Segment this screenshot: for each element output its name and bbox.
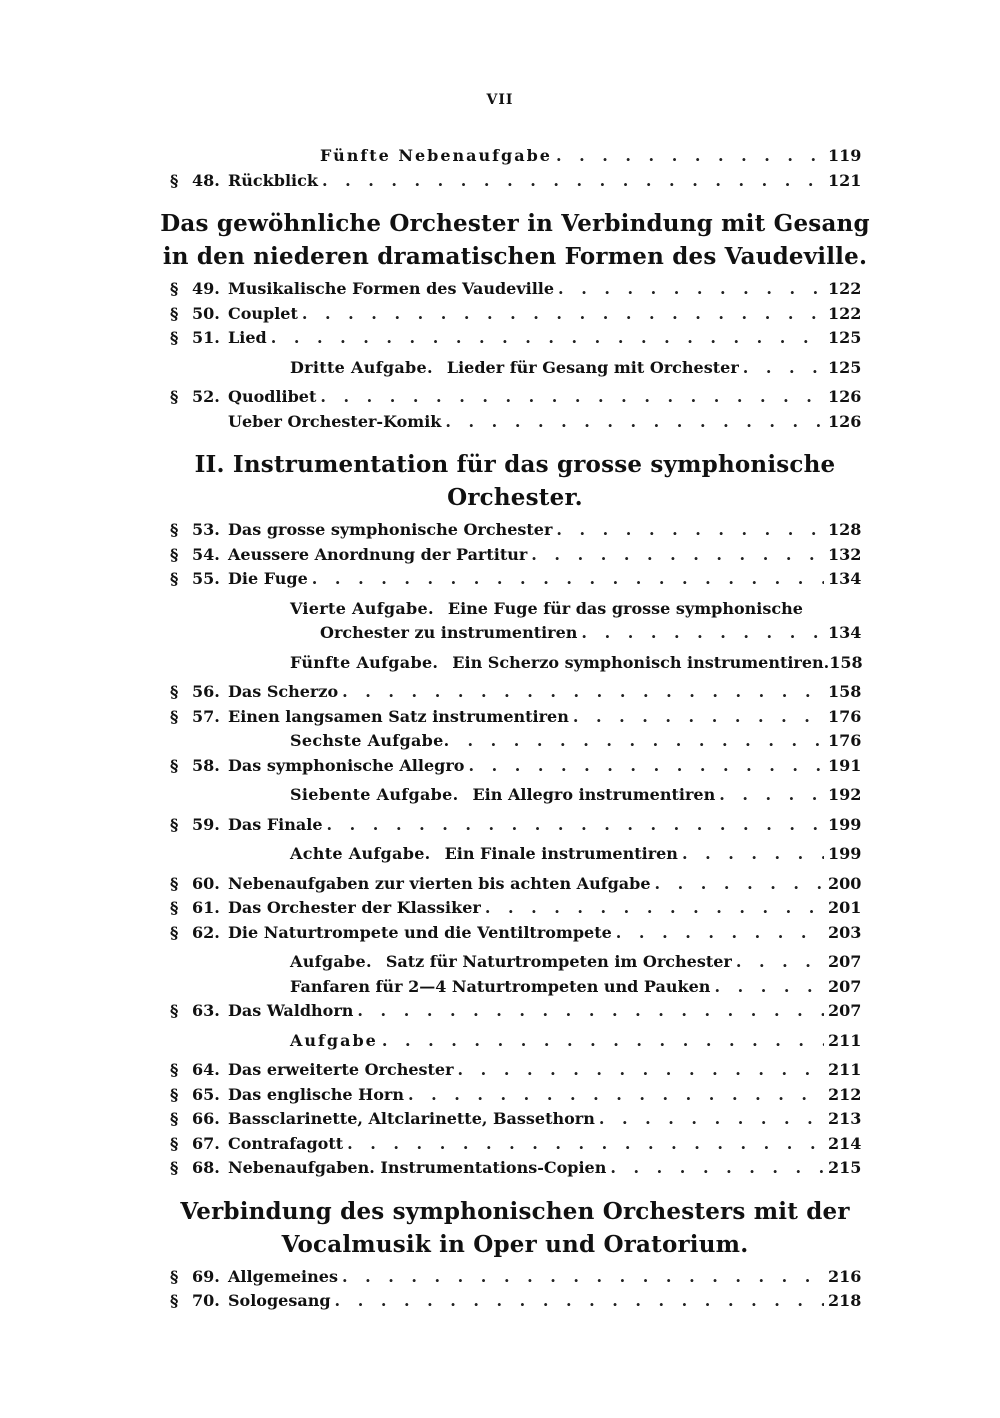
page-ref: 122 bbox=[828, 303, 862, 323]
entry-title bbox=[228, 545, 527, 564]
dot-leader bbox=[302, 304, 824, 323]
entry-text: Fünfte Nebenaufgabe bbox=[320, 146, 552, 165]
section-sign: § bbox=[170, 1291, 179, 1310]
toc-entry bbox=[170, 923, 860, 948]
section-sign: § bbox=[170, 755, 179, 775]
entry-title bbox=[228, 1134, 343, 1153]
entry-title bbox=[228, 171, 318, 190]
toc-entry bbox=[170, 1109, 860, 1134]
dot-leader bbox=[327, 815, 824, 834]
section-number: 63. bbox=[192, 1001, 220, 1020]
entry-text: Nebenaufgaben zur vierten bis achten Aufgabe bbox=[228, 873, 651, 893]
entry-text: Aufgabe bbox=[290, 1030, 378, 1050]
toc-entry bbox=[170, 599, 860, 624]
page-ref: 132 bbox=[828, 544, 862, 564]
entry-title bbox=[228, 520, 552, 539]
page-ref: 211 bbox=[828, 1060, 862, 1079]
toc-entry bbox=[170, 952, 860, 977]
toc-entry bbox=[170, 1291, 860, 1316]
page-ref: 215 bbox=[828, 1158, 862, 1177]
page-ref: 122 bbox=[828, 279, 862, 298]
dot-leader bbox=[616, 923, 824, 942]
page-ref: 158 bbox=[828, 682, 862, 701]
entry-title bbox=[290, 844, 678, 863]
section-sign: § bbox=[170, 1158, 179, 1177]
section-sign: § bbox=[170, 279, 179, 298]
toc-entry bbox=[170, 785, 860, 810]
dot-leader bbox=[599, 1109, 824, 1128]
entry-title bbox=[228, 815, 323, 834]
section-heading: Verbindung des symphonischen Orchesters mit der Vocalmusik in Oper und Oratorium. bbox=[180, 1197, 850, 1258]
toc-entry bbox=[170, 545, 860, 570]
task-label: Vierte Aufgabe. bbox=[290, 598, 434, 618]
entry-text: Couplet bbox=[228, 303, 298, 323]
entry-title bbox=[228, 756, 464, 775]
entry-title bbox=[290, 358, 739, 377]
entry-text: Orchester zu instrumentiren bbox=[320, 623, 578, 642]
entry-text: Rückblick bbox=[228, 170, 318, 190]
page-ref: 134 bbox=[828, 569, 862, 588]
section-number: 66. bbox=[192, 1109, 220, 1128]
toc-entry bbox=[170, 358, 860, 383]
page-ref: 212 bbox=[828, 1084, 862, 1104]
entry-title bbox=[228, 1060, 454, 1079]
section-sign: § bbox=[170, 1266, 179, 1286]
toc-entry bbox=[170, 387, 860, 412]
page-ref: 214 bbox=[828, 1133, 862, 1153]
section-sign: § bbox=[170, 1060, 179, 1079]
toc-entry bbox=[170, 520, 860, 545]
entry-text: Ueber Orchester-Komik bbox=[228, 411, 442, 431]
toc-entry bbox=[170, 304, 860, 329]
toc-block bbox=[170, 146, 860, 195]
task-label: Achte Aufgabe. bbox=[290, 844, 431, 863]
task-label: Sechste Aufgabe. bbox=[290, 731, 450, 750]
section-number: 62. bbox=[192, 922, 220, 942]
section-number: 67. bbox=[192, 1133, 220, 1153]
page-ref: 200 bbox=[828, 873, 862, 893]
entry-title bbox=[228, 412, 441, 431]
section-number: 57. bbox=[192, 706, 220, 726]
page-ref: 121 bbox=[828, 170, 862, 190]
section-sign: § bbox=[170, 303, 179, 323]
entry-text: Sologesang bbox=[228, 1291, 331, 1310]
section-number: 55. bbox=[192, 569, 220, 588]
dot-leader bbox=[581, 623, 824, 642]
entry-title bbox=[228, 279, 554, 298]
entry-text: Bassclarinette, Altclarinette, Bassethorn bbox=[228, 1109, 595, 1128]
entry-title bbox=[290, 785, 715, 804]
toc-entry bbox=[170, 652, 863, 678]
section-number: 64. bbox=[192, 1060, 220, 1079]
entry-title bbox=[290, 1031, 378, 1050]
toc-entry bbox=[170, 682, 860, 707]
section-sign: § bbox=[170, 1001, 179, 1020]
dot-leader bbox=[556, 146, 824, 165]
section-number: 58. bbox=[192, 755, 220, 775]
page-ref: 207 bbox=[828, 952, 862, 971]
entry-title bbox=[228, 1267, 338, 1286]
entry-text: Lied bbox=[228, 328, 267, 347]
entry-title bbox=[228, 923, 612, 942]
section-sign: § bbox=[170, 814, 179, 834]
toc-entry bbox=[170, 1134, 860, 1159]
toc-entry bbox=[170, 1267, 860, 1292]
toc-entry bbox=[170, 815, 860, 840]
section-sign: § bbox=[170, 873, 179, 893]
entry-title bbox=[228, 328, 267, 347]
entry-text: Satz für Naturtrompeten im Orchester bbox=[385, 952, 732, 971]
entry-title bbox=[290, 731, 463, 750]
section-sign: § bbox=[170, 544, 179, 564]
entry-title bbox=[228, 1291, 331, 1310]
toc-entry bbox=[170, 171, 860, 196]
toc-block bbox=[170, 1267, 860, 1316]
section-sign: § bbox=[170, 170, 179, 190]
page-number: VII bbox=[486, 92, 514, 108]
entry-text: Fanfaren für 2—4 Naturtrompeten und Pauken bbox=[290, 976, 711, 996]
dot-leader bbox=[714, 977, 824, 996]
dot-leader bbox=[573, 707, 824, 726]
toc-entry bbox=[170, 707, 860, 732]
entry-title bbox=[228, 569, 308, 588]
page-ref: 128 bbox=[828, 520, 862, 539]
entry-text: Das symphonische Allegro bbox=[228, 755, 465, 775]
entry-text: Allgemeines bbox=[228, 1266, 338, 1286]
section-heading: Das gewöhnliche Orchester in Verbindung mit Gesang in den niederen dramatischen Formen des Vaudeville. bbox=[160, 210, 870, 270]
section-sign: § bbox=[170, 1109, 179, 1128]
dot-leader bbox=[335, 1291, 824, 1310]
table-of-contents bbox=[160, 146, 870, 1316]
page-ref: 207 bbox=[828, 976, 862, 996]
toc-entry bbox=[170, 623, 860, 648]
dot-leader bbox=[531, 545, 824, 564]
section-number: 53. bbox=[192, 520, 220, 539]
entry-text: Das grosse symphonische Orchester bbox=[228, 520, 553, 539]
page-ref: 216 bbox=[828, 1266, 862, 1286]
page-ref: 201 bbox=[828, 898, 862, 917]
entry-title bbox=[320, 146, 552, 165]
section-sign: § bbox=[170, 706, 179, 726]
section-sign: § bbox=[170, 922, 179, 942]
section-number: 48. bbox=[192, 170, 220, 190]
section-sign: § bbox=[170, 520, 179, 539]
page-ref: 191 bbox=[828, 755, 862, 775]
page-ref: 192 bbox=[828, 785, 862, 804]
entry-title bbox=[290, 952, 732, 971]
dot-leader bbox=[556, 520, 824, 539]
entry-text: Nebenaufgaben. Instrumentations-Copien bbox=[228, 1158, 607, 1177]
toc-entry bbox=[170, 146, 860, 171]
dot-leader bbox=[342, 1267, 824, 1286]
entry-title bbox=[228, 387, 316, 406]
entry-title bbox=[228, 874, 651, 893]
section-number: 60. bbox=[192, 873, 220, 893]
page-ref: 125 bbox=[828, 357, 862, 377]
page-ref: 199 bbox=[828, 844, 862, 863]
section-number: 59. bbox=[192, 814, 220, 834]
dot-leader bbox=[468, 756, 824, 775]
section-heading: II. Instrumentation für das grosse symphonische Orchester. bbox=[194, 451, 836, 511]
dot-leader bbox=[271, 328, 824, 347]
dot-leader bbox=[342, 682, 824, 701]
dot-leader bbox=[320, 387, 824, 406]
entry-text: Das Waldhorn bbox=[228, 1001, 354, 1020]
entry-title bbox=[228, 304, 298, 323]
section-number: 65. bbox=[192, 1084, 220, 1104]
dot-leader bbox=[736, 952, 824, 971]
entry-text: Aeussere Anordnung der Partitur bbox=[228, 544, 528, 564]
entry-text: Ein Finale instrumentiren bbox=[444, 844, 678, 863]
dot-leader bbox=[458, 1060, 824, 1079]
page-ref: 126 bbox=[828, 411, 862, 431]
dot-leader bbox=[445, 412, 824, 431]
task-label: Siebente Aufgabe. bbox=[290, 785, 459, 804]
section-number: 70. bbox=[192, 1291, 220, 1310]
dot-leader bbox=[610, 1158, 824, 1177]
page-ref: 134 bbox=[828, 623, 862, 642]
section-number: 61. bbox=[192, 898, 220, 917]
section-number: 52. bbox=[192, 387, 220, 406]
entry-title bbox=[228, 1085, 404, 1104]
dot-leader bbox=[357, 1001, 824, 1020]
dot-leader bbox=[408, 1085, 824, 1104]
section-sign: § bbox=[170, 328, 179, 347]
toc-entry bbox=[170, 874, 860, 899]
page-ref: 203 bbox=[828, 922, 862, 942]
toc-entry bbox=[170, 569, 860, 594]
page-ref: 119 bbox=[828, 146, 862, 165]
page-ref: 199 bbox=[828, 814, 862, 834]
entry-text: Contrafagott bbox=[228, 1133, 344, 1153]
dot-leader bbox=[312, 569, 824, 588]
entry-title bbox=[228, 1001, 353, 1020]
task-label: Dritte Aufgabe. bbox=[290, 357, 433, 377]
entry-text: Das Scherzo bbox=[228, 682, 339, 701]
section-number: 69. bbox=[192, 1266, 220, 1286]
section-number: 50. bbox=[192, 303, 220, 323]
dot-leader bbox=[347, 1134, 824, 1153]
entry-title bbox=[228, 682, 338, 701]
task-label: Fünfte Aufgabe. bbox=[290, 652, 439, 672]
task-label: Aufgabe. bbox=[290, 952, 372, 971]
dot-leader bbox=[655, 874, 825, 893]
entry-text: Musikalische Formen des Vaudeville bbox=[228, 279, 555, 298]
toc-entry bbox=[170, 328, 860, 353]
section-number: 51. bbox=[192, 328, 220, 347]
toc-entry bbox=[170, 844, 860, 869]
page-ref: 218 bbox=[828, 1291, 862, 1310]
entry-text: Quodlibet bbox=[228, 387, 317, 406]
entry-text: Lieder für Gesang mit Orchester bbox=[446, 357, 739, 377]
page-ref: 207 bbox=[828, 1001, 862, 1020]
toc-entry bbox=[170, 1031, 860, 1056]
dot-leader bbox=[743, 358, 824, 377]
entry-text: Die Naturtrompete und die Ventiltrompete bbox=[228, 922, 612, 942]
entry-title bbox=[290, 599, 803, 618]
entry-text: Das englische Horn bbox=[228, 1084, 404, 1104]
toc-entry bbox=[170, 1085, 860, 1110]
toc-entry bbox=[170, 279, 860, 304]
page-ref: 211 bbox=[828, 1030, 862, 1050]
page-ref: 213 bbox=[828, 1109, 862, 1128]
entry-title bbox=[228, 898, 481, 917]
entry-title bbox=[228, 1158, 606, 1177]
entry-text: Ein Scherzo symphonisch instrumentiren. bbox=[452, 652, 830, 672]
entry-text: Das erweiterte Orchester bbox=[228, 1060, 454, 1079]
entry-title bbox=[290, 653, 829, 672]
entry-text: Das Finale bbox=[228, 814, 323, 834]
page-ref: 176 bbox=[828, 706, 862, 726]
entry-title bbox=[320, 623, 577, 642]
section-sign: § bbox=[170, 1133, 179, 1153]
section-sign: § bbox=[170, 898, 179, 917]
section-number: 49. bbox=[192, 279, 220, 298]
entry-title bbox=[228, 707, 569, 726]
dot-leader bbox=[322, 171, 824, 190]
entry-text: Ein Allegro instrumentiren bbox=[472, 785, 716, 804]
toc-block bbox=[170, 520, 863, 1183]
dot-leader bbox=[467, 731, 824, 750]
page-ref: 125 bbox=[828, 328, 862, 347]
entry-text: Eine Fuge für das grosse symphonische bbox=[447, 598, 803, 618]
toc-block bbox=[170, 279, 860, 436]
toc-entry bbox=[170, 977, 860, 1002]
section-sign: § bbox=[170, 569, 179, 588]
section-number: 54. bbox=[192, 544, 220, 564]
toc-entry bbox=[170, 412, 860, 437]
section-number: 68. bbox=[192, 1158, 220, 1177]
toc-entry bbox=[170, 1060, 860, 1085]
page-ref: 158 bbox=[829, 652, 863, 672]
page-ref: 126 bbox=[828, 387, 862, 406]
toc-entry bbox=[170, 756, 860, 781]
dot-leader bbox=[719, 785, 824, 804]
dot-leader bbox=[682, 844, 824, 863]
entry-title bbox=[290, 977, 710, 996]
entry-text: Einen langsamen Satz instrumentiren bbox=[228, 706, 569, 726]
toc-entry bbox=[170, 1001, 860, 1026]
toc-entry bbox=[170, 731, 860, 756]
toc-entry bbox=[170, 898, 860, 923]
section-number: 56. bbox=[192, 682, 220, 701]
entry-title bbox=[228, 1109, 595, 1128]
dot-leader bbox=[558, 279, 824, 298]
dot-leader bbox=[485, 898, 824, 917]
dot-leader bbox=[382, 1031, 824, 1050]
section-sign: § bbox=[170, 1084, 179, 1104]
entry-text: Die Fuge bbox=[228, 569, 308, 588]
page-ref: 176 bbox=[828, 731, 862, 750]
entry-text: Das Orchester der Klassiker bbox=[228, 898, 481, 917]
toc-entry bbox=[170, 1158, 860, 1183]
section-sign: § bbox=[170, 387, 179, 406]
section-sign: § bbox=[170, 682, 179, 701]
